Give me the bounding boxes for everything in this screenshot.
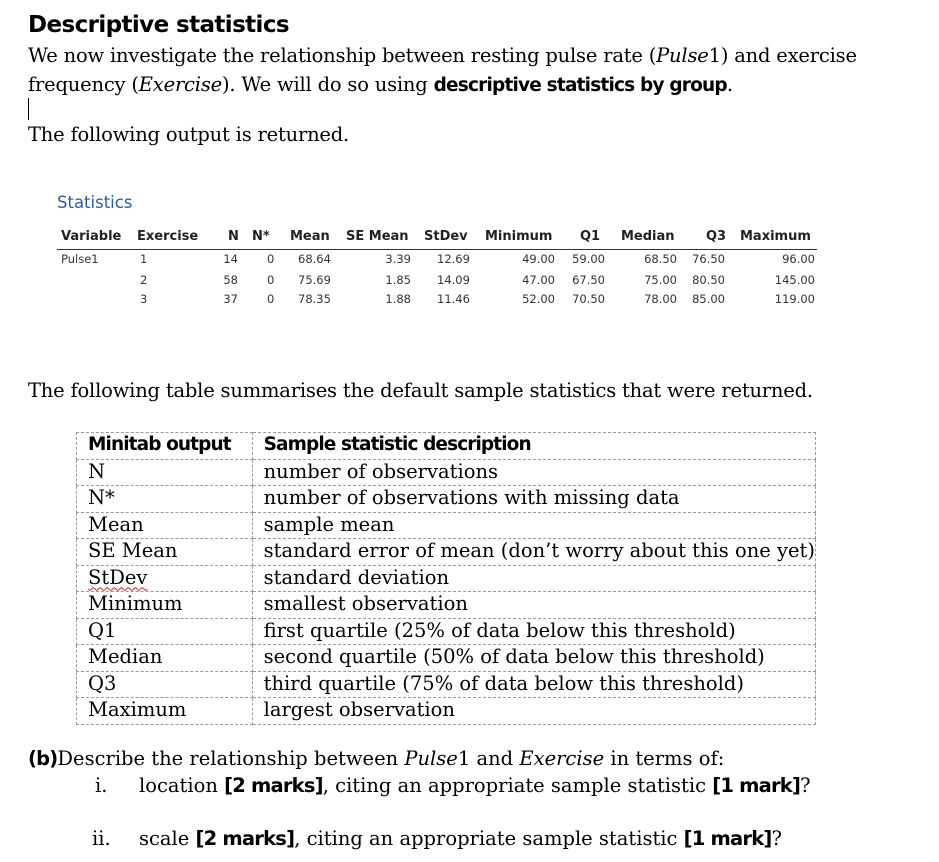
table-row	[77, 486, 816, 513]
question-text: in terms of:	[604, 747, 725, 770]
cell-exercise: 2	[140, 273, 148, 287]
cell-mean: 68.64	[298, 252, 331, 266]
term-description: first quartile (25% of data below this threshold)	[252, 618, 815, 645]
cell-n-star: 0	[267, 273, 275, 287]
cell-variable: Pulse1	[61, 252, 99, 266]
minitab-term: Minimum	[77, 592, 253, 619]
minitab-term-cell	[77, 565, 253, 592]
cell-n: 37	[223, 292, 238, 306]
cell-maximum: 145.00	[774, 273, 815, 287]
minitab-term: StDev	[88, 565, 148, 589]
cell-se-mean: 1.85	[385, 273, 411, 287]
exercise-variable: Exercise	[519, 747, 605, 770]
pulse-variable-number: 1	[457, 747, 471, 770]
sub-question-i	[139, 772, 811, 800]
header-minimum: Minimum	[485, 229, 553, 244]
intro-text: ). We will do so using	[221, 73, 434, 96]
table-header-row	[77, 433, 816, 460]
intro-line-2	[28, 70, 733, 100]
question-text: , citing an appropriate sample statistic	[294, 827, 684, 850]
minitab-term: Median	[77, 645, 253, 672]
page-title: Descriptive statistics	[28, 12, 289, 38]
col-sample-statistic: Sample statistic description	[252, 433, 815, 460]
header-maximum: Maximum	[740, 229, 811, 244]
question-text: scale	[139, 827, 196, 850]
header-stdev: StDev	[424, 229, 468, 244]
cell-q3: 85.00	[692, 292, 725, 306]
header-q3: Q3	[706, 229, 727, 244]
header-median: Median	[621, 229, 675, 244]
question-text: Describe the relationship between	[57, 747, 405, 770]
minitab-term: Q3	[77, 671, 253, 698]
cell-mean: 75.69	[298, 273, 331, 287]
table-row	[77, 565, 816, 592]
header-n: N	[228, 229, 239, 244]
header-n-star: N*	[252, 229, 270, 244]
term-description: sample mean	[252, 512, 815, 539]
term-description: number of observations with missing data	[252, 486, 815, 513]
cell-exercise: 3	[140, 292, 148, 306]
cell-median: 68.50	[644, 252, 677, 266]
sub-question-number: ii.	[92, 827, 111, 850]
table-row	[77, 618, 816, 645]
term-description: largest observation	[252, 698, 815, 725]
question-b	[28, 745, 724, 773]
cell-q1: 59.00	[572, 252, 605, 266]
term-description: third quartile (75% of data below this threshold)	[252, 671, 815, 698]
intro-text: ) and exercise	[720, 44, 857, 67]
header-mean: Mean	[290, 229, 330, 244]
cell-maximum: 119.00	[774, 292, 815, 306]
cell-se-mean: 3.39	[385, 252, 411, 266]
cell-stdev: 14.09	[437, 273, 470, 287]
term-description: standard error of mean (don’t worry about this one yet)	[252, 539, 815, 566]
header-q1: Q1	[580, 229, 601, 244]
summary-text: The following table summarises the default sample statistics that were returned.	[28, 379, 813, 402]
cell-q3: 76.50	[692, 252, 725, 266]
output-intro-text: The following output is returned.	[28, 123, 350, 146]
header-divider	[57, 249, 817, 250]
term-description: number of observations	[252, 459, 815, 486]
term-description: standard deviation	[252, 565, 815, 592]
table-row	[77, 512, 816, 539]
col-minitab-output: Minitab output	[77, 433, 253, 460]
intro-text: We now investigate the relationship between resting pulse rate (	[28, 44, 657, 67]
marks-label: [2 marks]	[224, 774, 323, 797]
sub-question-number: i.	[95, 774, 108, 797]
pulse-variable-number: 1	[708, 44, 721, 67]
question-label: (b)	[28, 747, 58, 770]
cell-n-star: 0	[267, 292, 275, 306]
table-row	[77, 539, 816, 566]
minitab-term: N	[77, 459, 253, 486]
text-cursor	[28, 98, 29, 120]
minitab-term: Maximum	[77, 698, 253, 725]
header-se-mean: SE Mean	[346, 229, 409, 244]
cell-mean: 78.35	[298, 292, 331, 306]
cell-q1: 67.50	[572, 273, 605, 287]
intro-bold-text: descriptive statistics by group	[433, 75, 727, 96]
definitions-table	[76, 432, 816, 725]
table-row	[77, 671, 816, 698]
minitab-term: Mean	[77, 512, 253, 539]
pulse-variable: Pulse	[404, 747, 458, 770]
cell-maximum: 96.00	[782, 252, 815, 266]
cell-stdev: 12.69	[437, 252, 470, 266]
question-text: ?	[771, 827, 782, 850]
statistics-title: Statistics	[57, 193, 133, 212]
cell-median: 78.00	[644, 292, 677, 306]
question-text: location	[139, 774, 225, 797]
intro-text: frequency (	[28, 73, 139, 96]
cell-n-star: 0	[267, 252, 275, 266]
marks-label: [1 mark]	[683, 827, 772, 850]
cell-n: 14	[223, 252, 238, 266]
intro-line-1	[28, 41, 857, 70]
minitab-term: Q1	[77, 618, 253, 645]
exercise-variable: Exercise	[138, 73, 222, 96]
marks-label: [2 marks]	[195, 827, 295, 850]
sub-question-ii	[139, 825, 782, 853]
cell-n: 58	[223, 273, 238, 287]
minitab-term: N*	[77, 486, 253, 513]
cell-q3: 80.50	[692, 273, 725, 287]
cell-se-mean: 1.88	[385, 292, 411, 306]
question-text: , citing an appropriate sample statistic	[322, 774, 713, 797]
marks-label: [1 mark]	[712, 774, 801, 797]
question-text: ?	[800, 774, 811, 797]
term-description: second quartile (50% of data below this threshold)	[252, 645, 815, 672]
intro-text: .	[726, 73, 733, 96]
pulse-variable: Pulse	[656, 44, 709, 67]
question-text: and	[470, 747, 520, 770]
header-exercise: Exercise	[137, 229, 199, 244]
cell-stdev: 11.46	[437, 292, 470, 306]
table-row	[77, 698, 816, 725]
table-row	[77, 459, 816, 486]
table-row	[77, 645, 816, 672]
header-variable: Variable	[61, 229, 122, 244]
term-description: smallest observation	[252, 592, 815, 619]
cell-minimum: 47.00	[522, 273, 555, 287]
table-row	[77, 592, 816, 619]
cell-q1: 70.50	[572, 292, 605, 306]
cell-median: 75.00	[644, 273, 677, 287]
minitab-term: SE Mean	[77, 539, 253, 566]
cell-exercise: 1	[140, 252, 148, 266]
cell-minimum: 52.00	[522, 292, 555, 306]
cell-minimum: 49.00	[522, 252, 555, 266]
